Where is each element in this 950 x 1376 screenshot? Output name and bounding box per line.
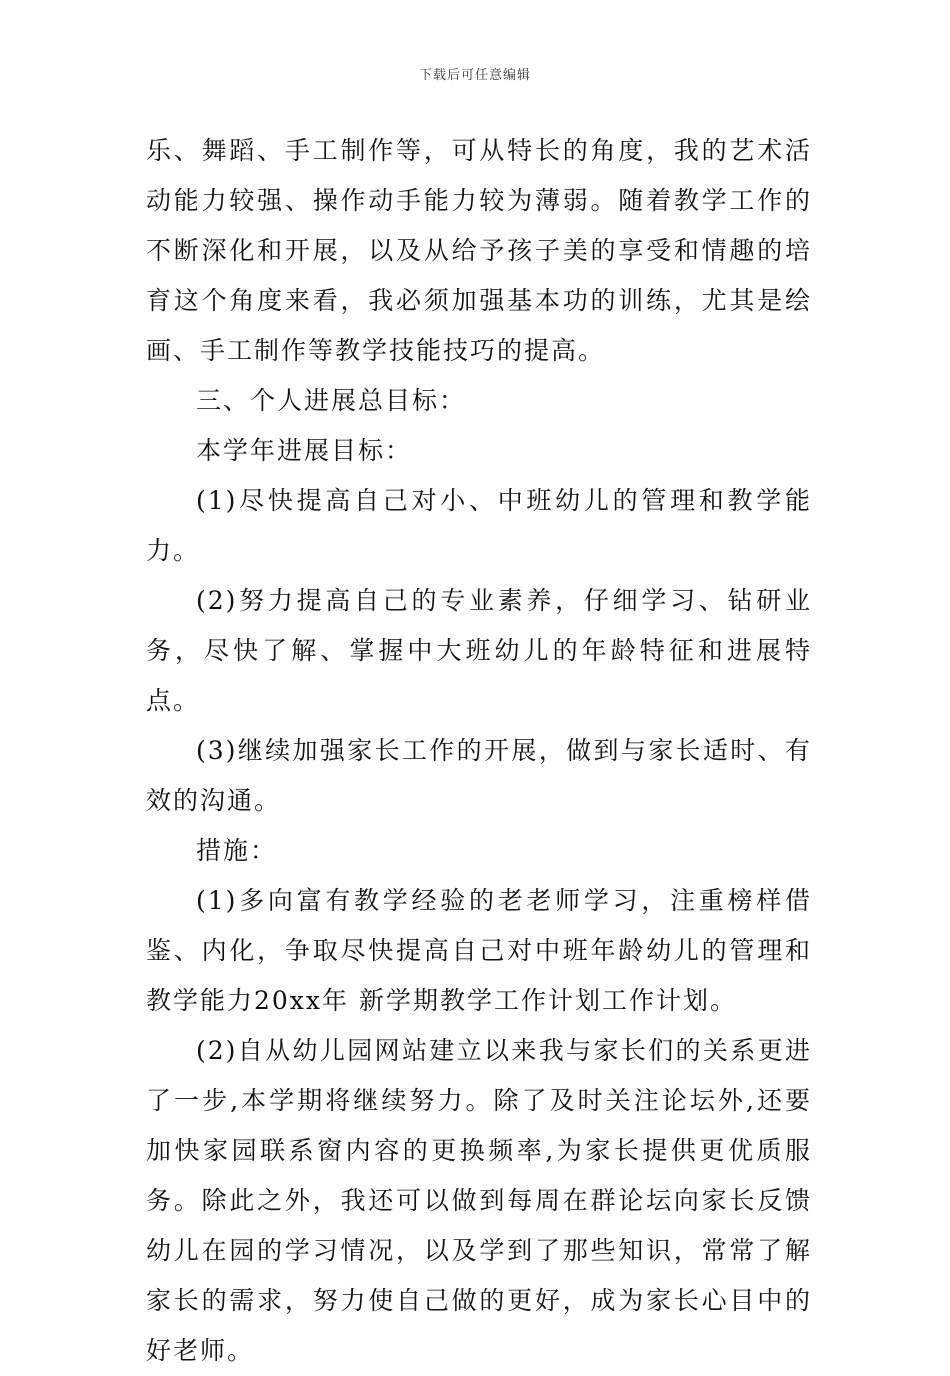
goal-item-2: (2)努力提高自己的专业素养，仔细学习、钻研业务，尽快了解、掌握中大班幼儿的年龄特征和进展特点。 (146, 586, 812, 715)
subheading-measures: 措施： (196, 836, 278, 865)
measure-item-2: (2)自从幼儿园网站建立以来我与家长们的关系更进了一步,本学期将继续努力。除了及时关注论坛外,还要加快家园联系窗内容的更换频率,为家长提供更优质服务。除此之外，我还可以做到每周在群论坛向家长反馈幼儿在园的学习情况，以及学到了那些知识，常常了解家长的需求，努力使自己做的更好，成为家长心目中的好老师。 (146, 1036, 812, 1365)
subheading-year-goals: 本学年进展目标： (196, 436, 413, 465)
paragraph-continued: 乐、舞蹈、手工制作等，可从特长的角度，我的艺术活动能力较强、操作动手能力较为薄弱。随着教学工作的不断深化和开展，以及从给予孩子美的享受和情趣的培育这个角度来看，我必须加强基本功的训练，尤其是绘画、手工制作等教学技能技巧的提高。 (146, 136, 812, 365)
page-header-note: 下载后可任意编辑 (418, 68, 531, 83)
section-heading-goals: 三、个人进展总目标： (196, 386, 467, 415)
document-body (146, 126, 812, 1376)
measure-item-1: (1)多向富有教学经验的老老师学习，注重榜样借鉴、内化，争取尽快提高自己对中班年龄幼儿的管理和教学能力20xx年 新学期教学工作计划工作计划。 (146, 886, 812, 1015)
goal-item-1: (1)尽快提高自己对小、中班幼儿的管理和教学能力。 (146, 486, 812, 565)
goal-item-3: (3)继续加强家长工作的开展，做到与家长适时、有效的沟通。 (146, 736, 812, 815)
